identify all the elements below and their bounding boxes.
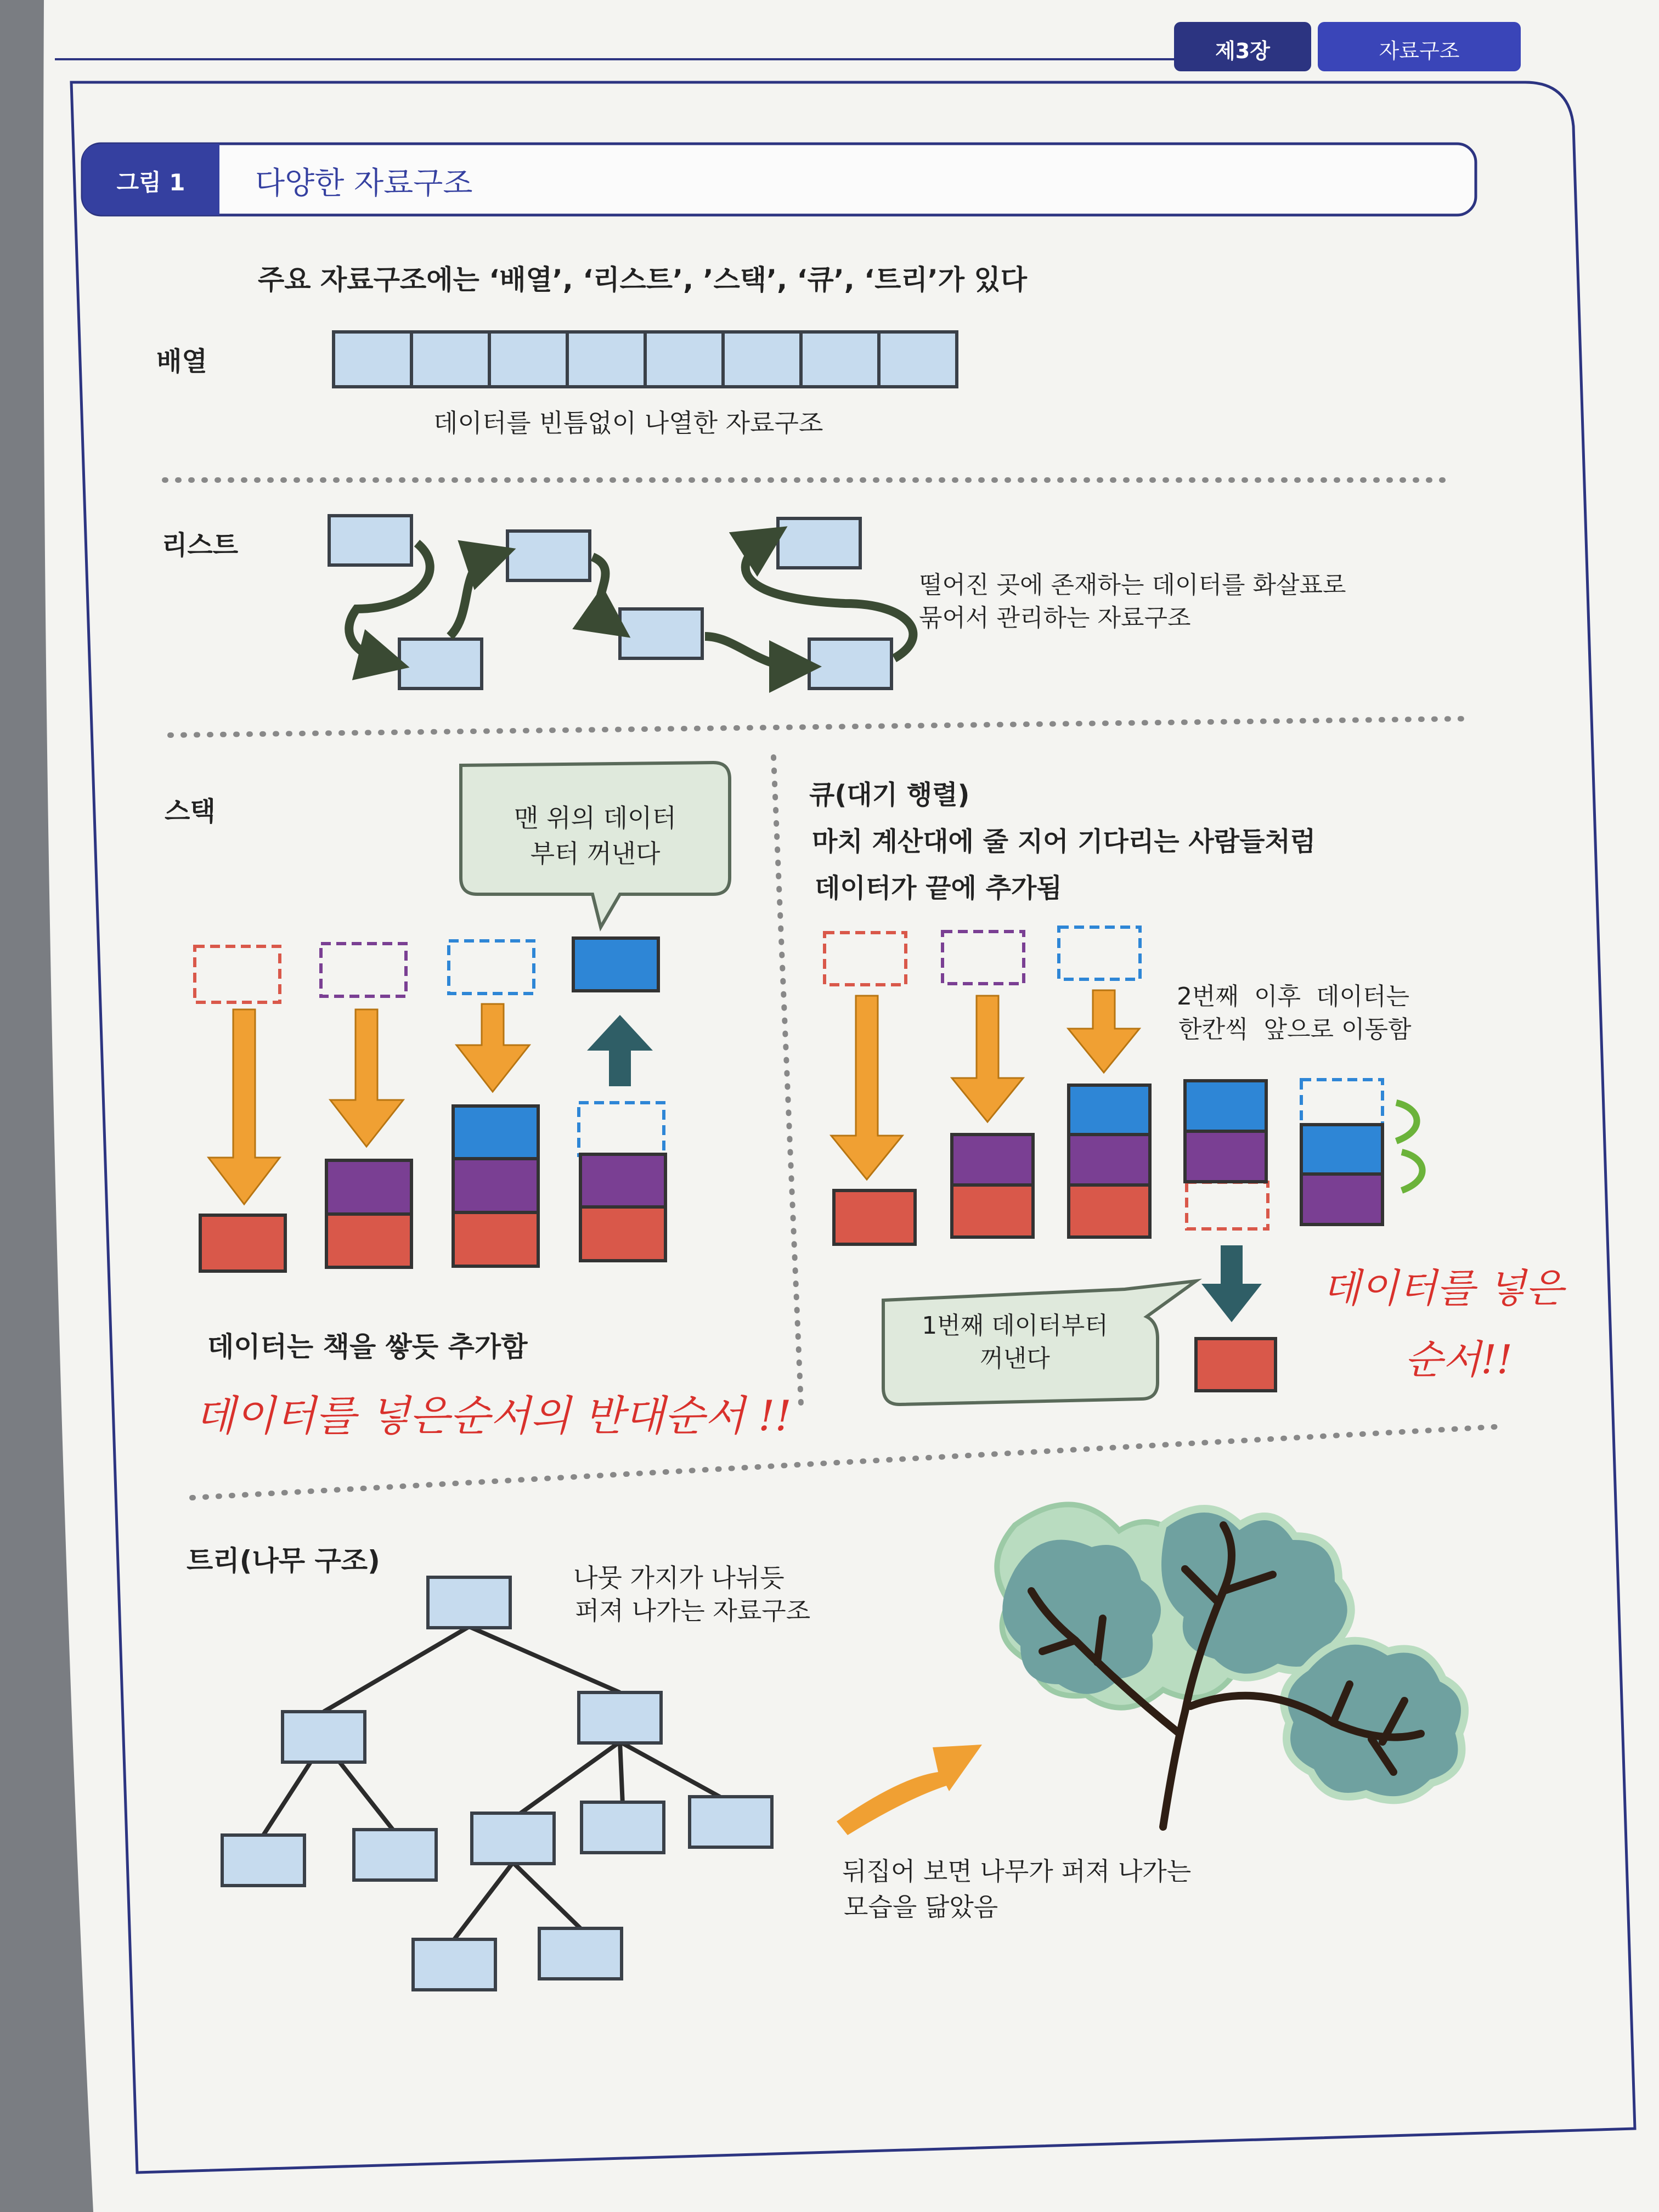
queue-block-purple [1069,1135,1150,1185]
stack-caption: 데이터는 책을 쌓듯 추가함 [207,1331,528,1363]
tree-node [582,1802,664,1853]
tree-node [222,1835,304,1886]
array-cells [334,332,957,387]
queue-handwritten-line2: 순서!! [1404,1336,1513,1383]
tree-label: 트리(나무 구조) [187,1545,380,1577]
stack-block-red [200,1215,285,1271]
array-cell [489,332,567,387]
array-cell [723,332,801,387]
stack-block-purple [580,1154,665,1207]
tree-node [354,1830,436,1880]
queue-block-purple [1185,1131,1266,1182]
stack-block-purple [326,1160,411,1214]
queue-desc-line1: 마치 계산대에 줄 지어 기다리는 사람들처럼 [812,826,1316,857]
queue-bubble-line2: 꺼낸다 [980,1345,1050,1373]
stack-popped-block [573,938,658,991]
tree-node [428,1577,510,1628]
stack-block-red [326,1212,411,1267]
tree-caption-line2: 모습을 닮았음 [844,1892,998,1922]
stack-block-red [580,1207,665,1261]
queue-block-red [1069,1185,1150,1237]
queue-note-line1: 2번째 이후 데이터는 [1177,983,1409,1011]
queue-block-purple [1301,1174,1383,1224]
list-node [507,531,590,580]
queue-block-purple [952,1135,1033,1185]
tree-node [690,1797,772,1847]
array-cell [567,332,645,387]
stack-block-red [453,1212,538,1266]
array-cell [801,332,879,387]
array-cell [334,332,411,387]
queue-desc-line2: 데이터가 끝에 추가됨 [815,873,1062,904]
figure-number: 그림 1 [116,169,185,196]
stack-block-purple [453,1159,538,1212]
array-cell [411,332,489,387]
stack-bubble-line1: 맨 위의 데이터 [514,803,676,833]
foliage [1284,1641,1465,1800]
tree-node [539,1928,622,1979]
queue-label: 큐(대기 행렬) [809,780,970,810]
tree-node [283,1712,365,1762]
list-node [809,639,891,689]
tree-node [472,1813,554,1864]
branch [1097,1618,1103,1662]
array-cell [645,332,723,387]
queue-dequeued-block [1196,1339,1276,1391]
stack-block-blue [453,1106,538,1159]
tree-desc-line1: 나뭇 가지가 나뉘듯 [573,1563,785,1593]
tree-node [413,1939,495,1990]
stack-handwritten-note: 데이터를 넣은순서의 반대순서 !! [195,1391,792,1440]
tree-caption-line1: 뒤집어 보면 나무가 퍼져 나가는 [842,1857,1192,1886]
array-caption: 데이터를 빈틈없이 나열한 자료구조 [433,408,823,438]
list-caption-line1: 떨어진 곳에 존재하는 데이터를 화살표로 [919,571,1346,599]
section-label: 자료구조 [1379,39,1460,63]
queue-block-blue [1301,1125,1383,1174]
figure-title: 다양한 자료구조 [255,166,473,201]
tree-desc-line2: 퍼져 나가는 자료구조 [575,1596,811,1626]
chapter-label: 제3장 [1215,39,1270,63]
list-node [620,609,702,658]
list-label: 리스트 [162,530,239,561]
list-node [399,639,482,689]
queue-bubble-line1: 1번째 데이터부터 [922,1312,1108,1340]
list-caption-line2: 묶어서 관리하는 자료구조 [919,604,1191,632]
tree-node [579,1692,661,1743]
queue-handwritten-line1: 데이터를 넣은 [1322,1265,1564,1311]
queue-block-blue [1069,1085,1150,1135]
tree-edge [620,1742,623,1805]
array-label: 배열 [156,346,207,377]
list-node [778,518,860,568]
queue-block-red [834,1190,915,1244]
intro-text: 주요 자료구조에는 ‘배열’, ‘리스트’, ’스택’, ‘큐’, ‘트리’가 있다 [258,264,1028,296]
array-cell [879,332,957,387]
queue-note-line2: 한칸씩 앞으로 이동함 [1178,1015,1412,1043]
stack-bubble-line2: 부터 꺼낸다 [530,839,661,868]
list-node [329,516,411,565]
queue-block-red [952,1185,1033,1237]
stack-label: 스택 [165,796,216,827]
queue-block-blue [1185,1081,1266,1131]
